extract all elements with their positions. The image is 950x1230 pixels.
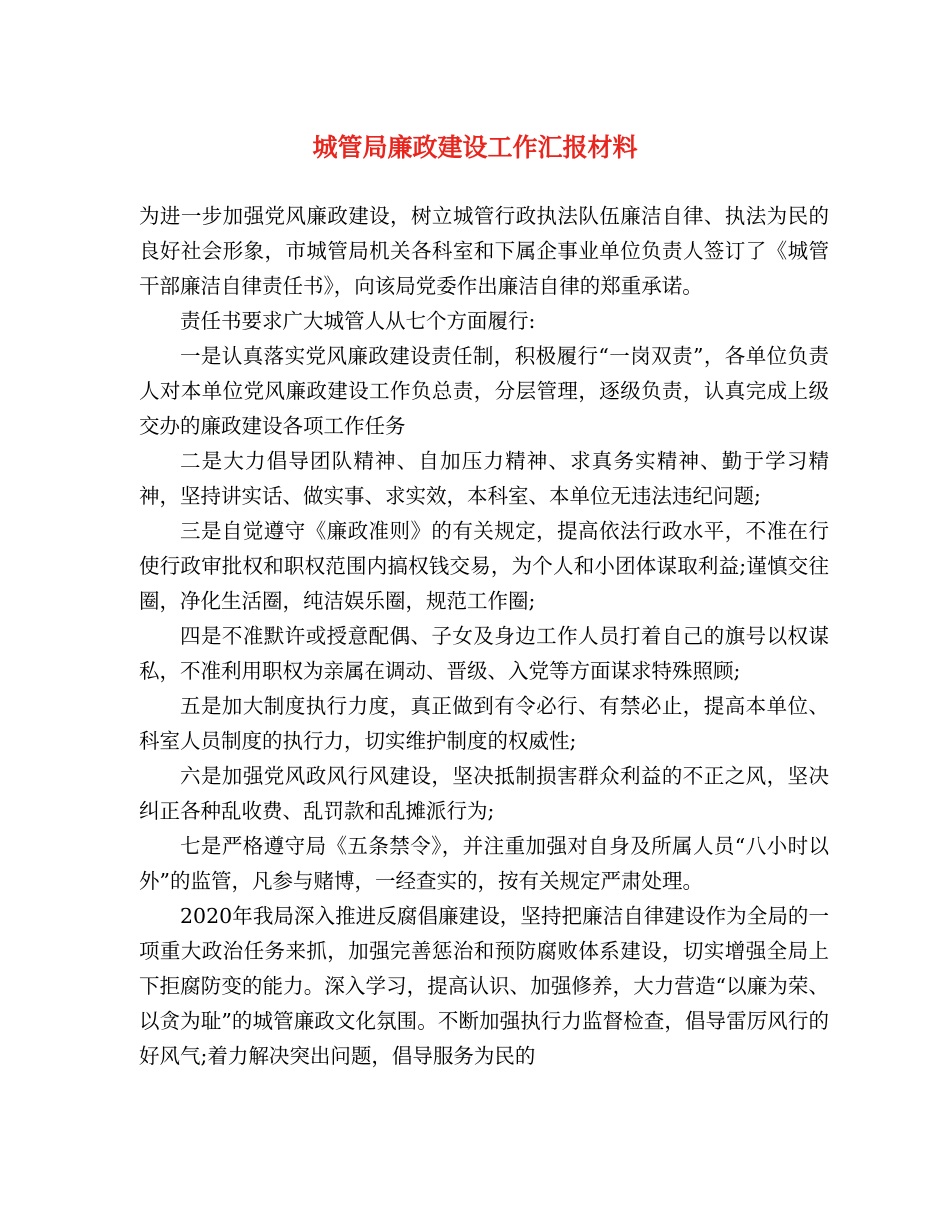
paragraph-item-5: 五是加大制度执行力度，真正做到有令必行、有禁必止，提高本单位、科室人员制度的执行力，切实维护制度的权威性; xyxy=(139,694,829,753)
paragraph-intro: 为进一步加强党风廉政建设，树立城管行政执法队伍廉洁自律、执法为民的良好社会形象，市城管局机关各科室和下属企事业单位负责人签订了《城管干部廉洁自律责任书》，向该局党委作出廉洁自律的郑重承诺。 xyxy=(139,204,829,298)
paragraph-item-6: 六是加强党风政风行风建设，坚决抵制损害群众利益的不正之风，坚决纠正各种乱收费、乱罚款和乱摊派行为; xyxy=(139,764,829,823)
document-title: 城管局廉政建设工作汇报材料 xyxy=(312,133,638,162)
paragraph-item-2: 二是大力倡导团队精神、自加压力精神、求真务实精神、勤于学习精神，坚持讲实话、做实事、求实效，本科室、本单位无违法违纪问题; xyxy=(139,449,829,508)
paragraph-item-7: 七是严格遵守局《五条禁令》，并注重加强对自身及所属人员“八小时以外”的监管，凡参与赌博，一经查实的，按有关规定严肃处理。 xyxy=(139,834,829,893)
document-body xyxy=(139,199,829,1074)
paragraph-item-4: 四是不准默许或授意配偶、子女及身边工作人员打着自己的旗号以权谋私，不准利用职权为亲属在调动、晋级、入党等方面谋求特殊照顾; xyxy=(139,624,829,683)
paragraph-item-1: 一是认真落实党风廉政建设责任制，积极履行“一岗双责”，各单位负责人对本单位党风廉政建设工作负总责，分层管理，逐级负责，认真完成上级交办的廉政建设各项工作任务 xyxy=(139,344,829,438)
paragraph-item-3: 三是自觉遵守《廉政准则》的有关规定，提高依法行政水平，不准在行使行政审批权和职权范围内搞权钱交易，为个人和小团体谋取利益;谨慎交往圈，净化生活圈，纯洁娱乐圈，规范工作圈; xyxy=(139,519,829,613)
paragraph-requirements-lead: 责任书要求广大城管人从七个方面履行: xyxy=(180,309,536,333)
paragraph-2020-summary: 2020年我局深入推进反腐倡廉建设，坚持把廉洁自律建设作为全局的一项重大政治任务来抓，加强完善惩治和预防腐败体系建设，切实增强全局上下拒腐防变的能力。深入学习，提高认识、加强修养，大力营造“以廉为荣、以贪为耻”的城管廉政文化氛围。不断加强执行力监督检查，倡导雷厉风行的好风气;着力解决突出问题，倡导服务为民的 xyxy=(139,904,829,1068)
